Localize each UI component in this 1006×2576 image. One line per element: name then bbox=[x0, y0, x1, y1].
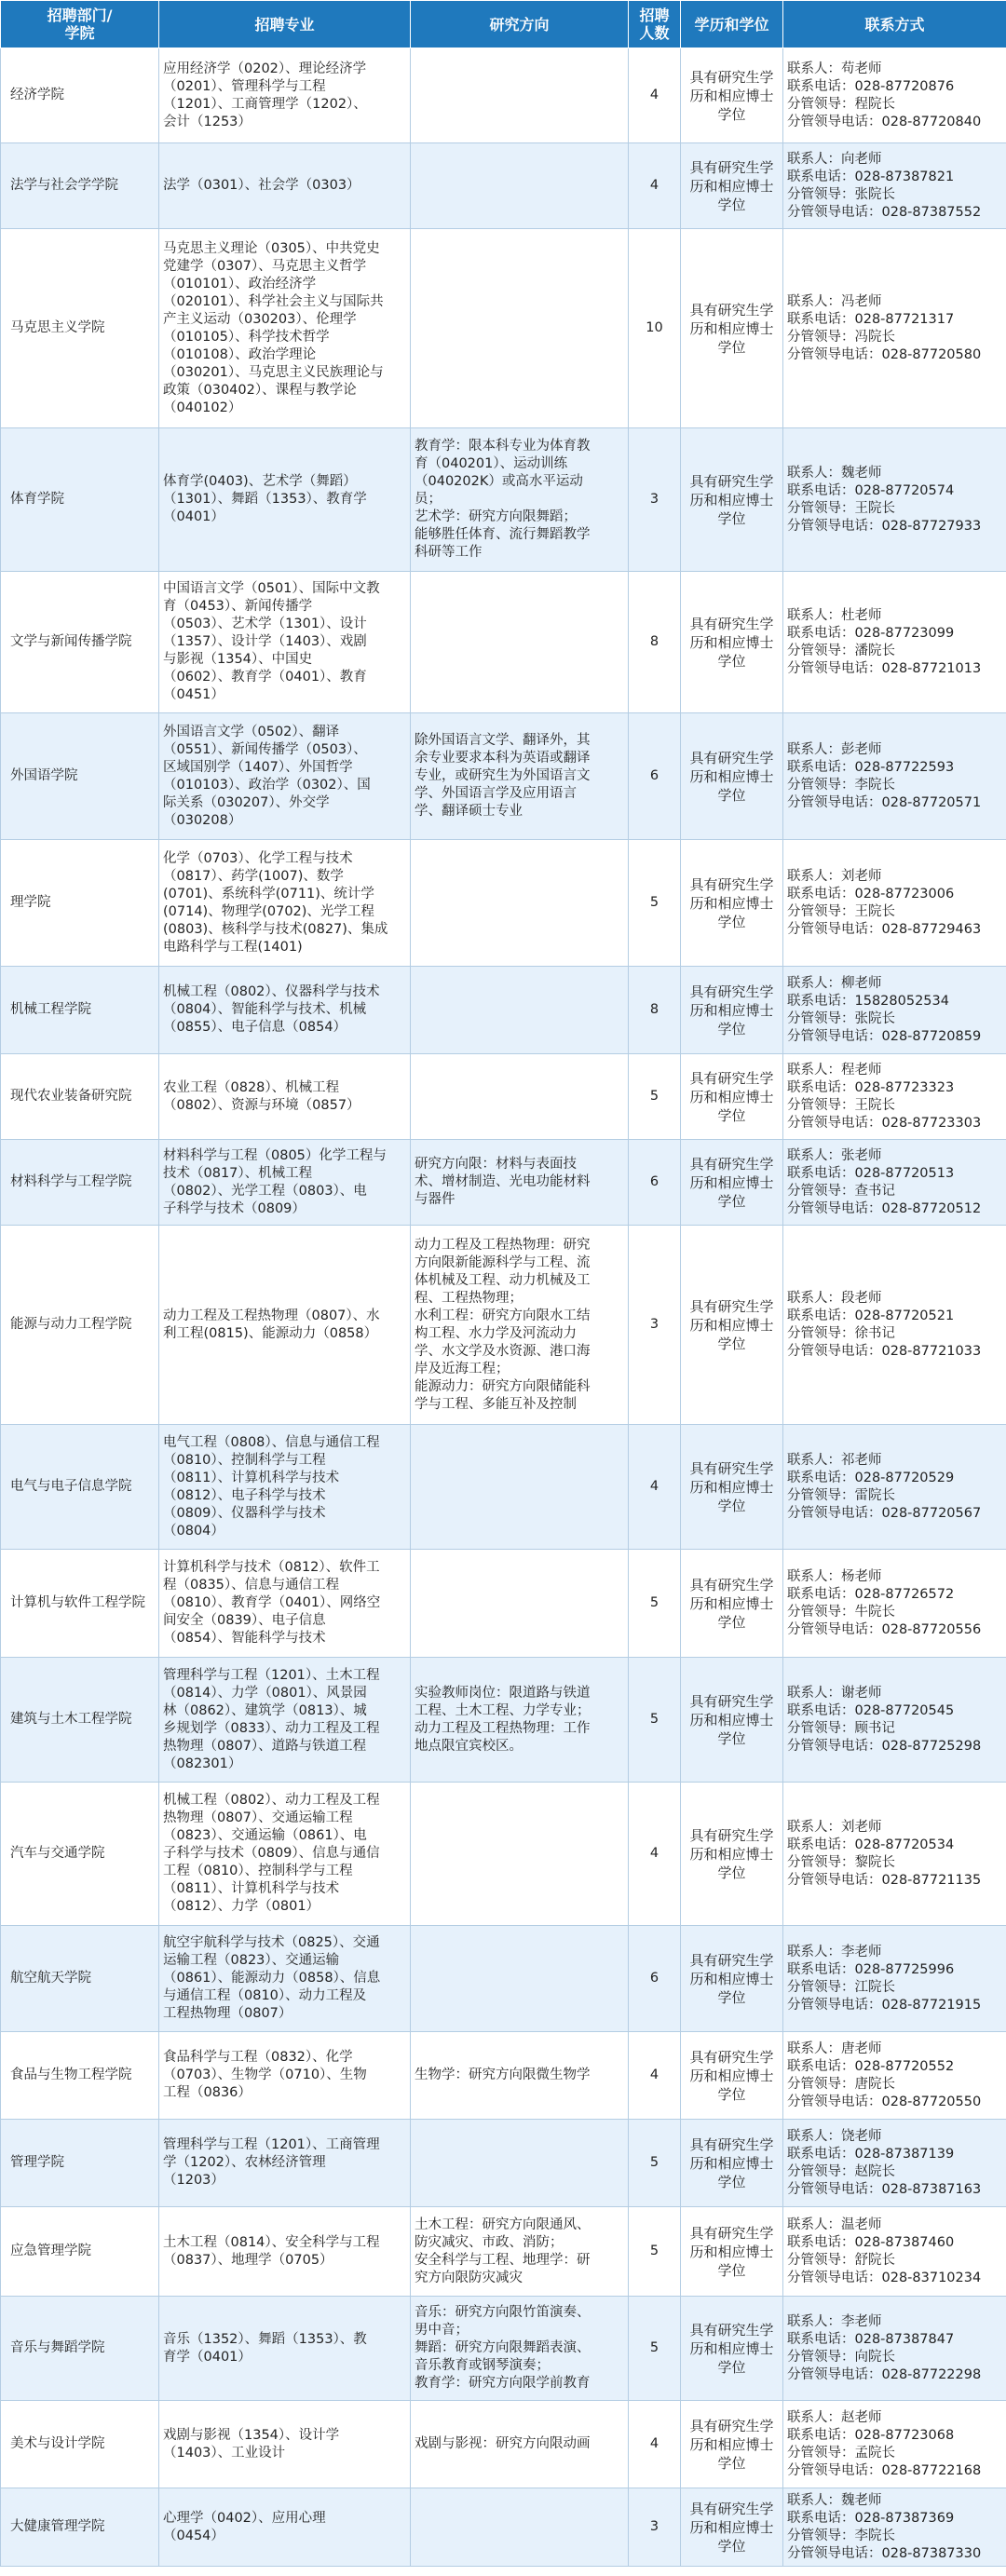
table-row bbox=[1, 840, 1006, 967]
contact-cell: 联系人：杨老师 联系电话：028-87726572 分管领导：牛院长 分管领导电话：028-87720556 bbox=[783, 1550, 1006, 1658]
degree-cell: 具有研究生学 历和相应博士 学位 bbox=[681, 967, 783, 1054]
contact-cell: 联系人：饶老师 联系电话：028-87387139 分管领导：赵院长 分管领导电话：028-87387163 bbox=[783, 2120, 1006, 2207]
degree-cell: 具有研究生学 历和相应博士 学位 bbox=[681, 1550, 783, 1658]
department-cell: 能源与动力工程学院 bbox=[1, 1226, 159, 1425]
research-direction-cell: 教育学：限本科专业为体育教 育（040201）、运动训练 （040202K）或高水平运动 员； 艺术学：研究方向限舞蹈； 能够胜任体育、流行舞蹈教学 科研等工作 bbox=[411, 428, 629, 572]
contact-cell: 联系人：杜老师 联系电话：028-87723099 分管领导：潘院长 分管领导电话：028-87721013 bbox=[783, 572, 1006, 713]
table-row bbox=[1, 2401, 1006, 2488]
department-cell: 理学院 bbox=[1, 840, 159, 967]
majors-cell: 航空宇航科学与技术（0825）、交通 运输工程（0823）、交通运输 （0861）、能源动力（0858）、信息 与通信工程（0810）、动力工程及 工程热物理（0807） bbox=[159, 1926, 411, 2032]
contact-cell: 联系人：彭老师 联系电话：028-87722593 分管领导：李院长 分管领导电话：028-87720571 bbox=[783, 713, 1006, 840]
headcount-cell: 3 bbox=[629, 2488, 681, 2567]
degree-cell: 具有研究生学 历和相应博士 学位 bbox=[681, 2120, 783, 2207]
contact-cell: 联系人：唐老师 联系电话：028-87720552 分管领导：唐院长 分管领导电话：028-87720550 bbox=[783, 2032, 1006, 2120]
department-cell: 法学与社会学学院 bbox=[1, 143, 159, 229]
table-row bbox=[1, 967, 1006, 1054]
degree-cell: 具有研究生学 历和相应博士 学位 bbox=[681, 2401, 783, 2488]
headcount-cell: 4 bbox=[629, 2032, 681, 2120]
table-row bbox=[1, 2207, 1006, 2297]
research-direction-cell bbox=[411, 840, 629, 967]
headcount-cell: 10 bbox=[629, 229, 681, 428]
majors-cell: 音乐（1352）、舞蹈（1353）、教 育学（0401） bbox=[159, 2297, 411, 2401]
department-cell: 现代农业装备研究院 bbox=[1, 1054, 159, 1140]
degree-cell: 具有研究生学 历和相应博士 学位 bbox=[681, 840, 783, 967]
majors-cell: 机械工程（0802）、仪器科学与技术 （0804）、智能科学与技术、机械 （0855）、电子信息（0854） bbox=[159, 967, 411, 1054]
table-row bbox=[1, 2120, 1006, 2207]
research-direction-cell: 实验教师岗位：限道路与铁道 工程、土木工程、力学专业； 动力工程及工程热物理：工作 地点限宜宾校区。 bbox=[411, 1658, 629, 1783]
research-direction-cell bbox=[411, 572, 629, 713]
table-row bbox=[1, 713, 1006, 840]
contact-cell: 联系人：冯老师 联系电话：028-87721317 分管领导：冯院长 分管领导电话：028-87720580 bbox=[783, 229, 1006, 428]
research-direction-cell bbox=[411, 1054, 629, 1140]
headcount-cell: 5 bbox=[629, 1550, 681, 1658]
headcount-cell: 6 bbox=[629, 1140, 681, 1226]
department-cell: 应急管理学院 bbox=[1, 2207, 159, 2297]
headcount-cell: 5 bbox=[629, 1054, 681, 1140]
majors-cell: 计算机科学与技术（0812）、软件工 程（0835）、信息与通信工程 （0810）、教育学（0401）、网络空 间安全（0839）、电子信息 （0854）、智能科学与技术 bbox=[159, 1550, 411, 1658]
majors-cell: 管理科学与工程（1201）、工商管理 学（1202）、农林经济管理 （1203） bbox=[159, 2120, 411, 2207]
degree-cell: 具有研究生学 历和相应博士 学位 bbox=[681, 1658, 783, 1783]
majors-cell: 机械工程（0802）、动力工程及工程 热物理（0807）、交通运输工程 （0823）、交通运输（0861）、电 子科学与技术（0809）、信息与通信 工程（0810）、控制科学与工程 （0811）、计算机科学与技术 （0812）、力学（0801） bbox=[159, 1783, 411, 1926]
department-cell: 建筑与土木工程学院 bbox=[1, 1658, 159, 1783]
department-cell: 体育学院 bbox=[1, 428, 159, 572]
degree-cell: 具有研究生学 历和相应博士 学位 bbox=[681, 1926, 783, 2032]
contact-cell: 联系人：赵老师 联系电话：028-87723068 分管领导：孟院长 分管领导电话：028-87722168 bbox=[783, 2401, 1006, 2488]
research-direction-cell bbox=[411, 1926, 629, 2032]
research-direction-cell bbox=[411, 143, 629, 229]
table-header-row bbox=[1, 1, 1006, 48]
table-row bbox=[1, 1054, 1006, 1140]
headcount-cell: 5 bbox=[629, 1658, 681, 1783]
research-direction-cell bbox=[411, 967, 629, 1054]
majors-cell: 农业工程（0828）、机械工程 （0802）、资源与环境（0857） bbox=[159, 1054, 411, 1140]
majors-cell: 食品科学与工程（0832）、化学 （0703）、生物学（0710）、生物 工程（0836） bbox=[159, 2032, 411, 2120]
degree-cell: 具有研究生学 历和相应博士 学位 bbox=[681, 1783, 783, 1926]
research-direction-cell bbox=[411, 1550, 629, 1658]
table-row bbox=[1, 2297, 1006, 2401]
table-row bbox=[1, 1783, 1006, 1926]
majors-cell: 材料科学与工程（0805）化学工程与 技术（0817）、机械工程 （0802）、光学工程（0803）、电 子科学与技术（0809） bbox=[159, 1140, 411, 1226]
header-department: 招聘部门/ 学院 bbox=[1, 1, 159, 48]
contact-cell: 联系人：刘老师 联系电话：028-87720534 分管领导：黎院长 分管领导电话：028-87721135 bbox=[783, 1783, 1006, 1926]
table-row bbox=[1, 2488, 1006, 2567]
headcount-cell: 4 bbox=[629, 2401, 681, 2488]
research-direction-cell: 戏剧与影视：研究方向限动画 bbox=[411, 2401, 629, 2488]
department-cell: 美术与设计学院 bbox=[1, 2401, 159, 2488]
headcount-cell: 3 bbox=[629, 1226, 681, 1425]
degree-cell: 具有研究生学 历和相应博士 学位 bbox=[681, 2207, 783, 2297]
department-cell: 马克思主义学院 bbox=[1, 229, 159, 428]
department-cell: 汽车与交通学院 bbox=[1, 1783, 159, 1926]
contact-cell: 联系人：祁老师 联系电话：028-87720529 分管领导：雷院长 分管领导电话：028-87720567 bbox=[783, 1425, 1006, 1550]
degree-cell: 具有研究生学 历和相应博士 学位 bbox=[681, 1226, 783, 1425]
majors-cell: 动力工程及工程热物理（0807）、水 利工程(0815)、能源动力（0858） bbox=[159, 1226, 411, 1425]
department-cell: 外国语学院 bbox=[1, 713, 159, 840]
majors-cell: 马克思主义理论（0305）、中共党史 党建学（0307）、马克思主义哲学 （010101）、政治经济学 （020101）、科学社会主义与国际共 产主义运动（030203）、伦理学 （010105）、科学技术哲学 （010108）、政治学理论 （030201）、马克思主义民族理论与 政策（030402）、课程与教学论 （040102） bbox=[159, 229, 411, 428]
department-cell: 电气与电子信息学院 bbox=[1, 1425, 159, 1550]
research-direction-cell bbox=[411, 48, 629, 143]
table-row bbox=[1, 572, 1006, 713]
department-cell: 大健康管理学院 bbox=[1, 2488, 159, 2567]
research-direction-cell: 土木工程：研究方向限通风、 防灾减灾、市政、消防； 安全科学与工程、地理学：研 究方向限防灾减灾 bbox=[411, 2207, 629, 2297]
headcount-cell: 5 bbox=[629, 840, 681, 967]
majors-cell: 应用经济学（0202）、理论经济学 （0201）、管理科学与工程 （1201）、工商管理学（1202）、 会计（1253） bbox=[159, 48, 411, 143]
headcount-cell: 8 bbox=[629, 967, 681, 1054]
contact-cell: 联系人：温老师 联系电话：028-87387460 分管领导：舒院长 分管领导电话：028-83710234 bbox=[783, 2207, 1006, 2297]
headcount-cell: 4 bbox=[629, 1425, 681, 1550]
contact-cell: 联系人：谢老师 联系电话：028-87720545 分管领导：顾书记 分管领导电话：028-87725298 bbox=[783, 1658, 1006, 1783]
contact-cell: 联系人：魏老师 联系电话：028-87387369 分管领导：李院长 分管领导电话：028-87387330 bbox=[783, 2488, 1006, 2567]
research-direction-cell: 音乐：研究方向限竹笛演奏、 男中音； 舞蹈：研究方向限舞蹈表演、 音乐教育或钢琴演奏； 教育学：研究方向限学前教育 bbox=[411, 2297, 629, 2401]
headcount-cell: 6 bbox=[629, 1926, 681, 2032]
headcount-cell: 5 bbox=[629, 2297, 681, 2401]
table-row bbox=[1, 48, 1006, 143]
headcount-cell: 8 bbox=[629, 572, 681, 713]
degree-cell: 具有研究生学 历和相应博士 学位 bbox=[681, 1054, 783, 1140]
research-direction-cell: 动力工程及工程热物理：研究 方向限新能源科学与工程、流 体机械及工程、动力机械及工 程、工程热物理； 水利工程：研究方向限水工结 构工程、水力学及河流动力 学、水文学及水资源、港口海 岸及近海工程； 能源动力：研究方向限储能科 学与工程、多能互补及控制 bbox=[411, 1226, 629, 1425]
headcount-cell: 3 bbox=[629, 428, 681, 572]
majors-cell: 电气工程（0808）、信息与通信工程 （0810）、控制科学与工程 （0811）、计算机科学与技术 （0812）、电子科学与技术 （0809）、仪器科学与技术 （0804） bbox=[159, 1425, 411, 1550]
majors-cell: 法学（0301）、社会学（0303） bbox=[159, 143, 411, 229]
contact-cell: 联系人：柳老师 联系电话：15828052534 分管领导：张院长 分管领导电话：028-87720859 bbox=[783, 967, 1006, 1054]
contact-cell: 联系人：刘老师 联系电话：028-87723006 分管领导：王院长 分管领导电话：028-87729463 bbox=[783, 840, 1006, 967]
contact-cell: 联系人：程老师 联系电话：028-87723323 分管领导：王院长 分管领导电话：028-87723303 bbox=[783, 1054, 1006, 1140]
header-research-direction: 研究方向 bbox=[411, 1, 629, 48]
department-cell: 机械工程学院 bbox=[1, 967, 159, 1054]
research-direction-cell bbox=[411, 229, 629, 428]
header-majors: 招聘专业 bbox=[159, 1, 411, 48]
table-row bbox=[1, 1140, 1006, 1226]
research-direction-cell bbox=[411, 2488, 629, 2567]
research-direction-cell: 研究方向限：材料与表面技 术、增材制造、光电功能材料 与器件 bbox=[411, 1140, 629, 1226]
contact-cell: 联系人：苟老师 联系电话：028-87720876 分管领导：程院长 分管领导电话：028-87720840 bbox=[783, 48, 1006, 143]
majors-cell: 化学（0703）、化学工程与技术 （0817）、药学(1007)、数学 (0701)、系统科学(0711)、统计学 (0714)、物理学(0702)、光学工程 (0803)、核科学与技术(0827)、集成 电路科学与工程(1401) bbox=[159, 840, 411, 967]
table-row bbox=[1, 428, 1006, 572]
headcount-cell: 4 bbox=[629, 143, 681, 229]
table-row bbox=[1, 2032, 1006, 2120]
department-cell: 航空航天学院 bbox=[1, 1926, 159, 2032]
table-row bbox=[1, 143, 1006, 229]
research-direction-cell bbox=[411, 1425, 629, 1550]
majors-cell: 心理学（0402）、应用心理 （0454） bbox=[159, 2488, 411, 2567]
majors-cell: 管理科学与工程（1201）、土木工程 （0814）、力学（0801）、风景园 林（0862）、建筑学（0813）、城 乡规划学（0833）、动力工程及工程 热物理（0807）、道路与铁道工程 （082301） bbox=[159, 1658, 411, 1783]
degree-cell: 具有研究生学 历和相应博士 学位 bbox=[681, 48, 783, 143]
research-direction-cell bbox=[411, 1783, 629, 1926]
research-direction-cell bbox=[411, 2120, 629, 2207]
contact-cell: 联系人：向老师 联系电话：028-87387821 分管领导：张院长 分管领导电话：028-87387552 bbox=[783, 143, 1006, 229]
contact-cell: 联系人：李老师 联系电话：028-87387847 分管领导：向院长 分管领导电话：028-87722298 bbox=[783, 2297, 1006, 2401]
department-cell: 经济学院 bbox=[1, 48, 159, 143]
degree-cell: 具有研究生学 历和相应博士 学位 bbox=[681, 428, 783, 572]
degree-cell: 具有研究生学 历和相应博士 学位 bbox=[681, 1425, 783, 1550]
department-cell: 文学与新闻传播学院 bbox=[1, 572, 159, 713]
header-contact: 联系方式 bbox=[783, 1, 1006, 48]
majors-cell: 土木工程（0814）、安全科学与工程 （0837）、地理学（0705） bbox=[159, 2207, 411, 2297]
degree-cell: 具有研究生学 历和相应博士 学位 bbox=[681, 2032, 783, 2120]
contact-cell: 联系人：段老师 联系电话：028-87720521 分管领导：徐书记 分管领导电话：028-87721033 bbox=[783, 1226, 1006, 1425]
table-row bbox=[1, 1658, 1006, 1783]
majors-cell: 戏剧与影视（1354）、设计学 （1403）、工业设计 bbox=[159, 2401, 411, 2488]
contact-cell: 联系人：魏老师 联系电话：028-87720574 分管领导：王院长 分管领导电话：028-87727933 bbox=[783, 428, 1006, 572]
research-direction-cell: 除外国语言文学、翻译外，其 余专业要求本科为英语或翻译 专业，或研究生为外国语言文 学、外国语言学及应用语言 学、翻译硕士专业 bbox=[411, 713, 629, 840]
degree-cell: 具有研究生学 历和相应博士 学位 bbox=[681, 572, 783, 713]
contact-cell: 联系人：李老师 联系电话：028-87725996 分管领导：江院长 分管领导电话：028-87721915 bbox=[783, 1926, 1006, 2032]
table-row bbox=[1, 1926, 1006, 2032]
degree-cell: 具有研究生学 历和相应博士 学位 bbox=[681, 2488, 783, 2567]
degree-cell: 具有研究生学 历和相应博士 学位 bbox=[681, 229, 783, 428]
department-cell: 食品与生物工程学院 bbox=[1, 2032, 159, 2120]
table-row bbox=[1, 1226, 1006, 1425]
degree-cell: 具有研究生学 历和相应博士 学位 bbox=[681, 1140, 783, 1226]
degree-cell: 具有研究生学 历和相应博士 学位 bbox=[681, 143, 783, 229]
table-row bbox=[1, 229, 1006, 428]
majors-cell: 外国语言文学（0502）、翻译 （0551）、新闻传播学（0503）、 区域国别学（1407）、外国哲学 （010103）、政治学（0302）、国 际关系（030207）、外交学 （030208） bbox=[159, 713, 411, 840]
department-cell: 音乐与舞蹈学院 bbox=[1, 2297, 159, 2401]
department-cell: 管理学院 bbox=[1, 2120, 159, 2207]
degree-cell: 具有研究生学 历和相应博士 学位 bbox=[681, 713, 783, 840]
header-headcount: 招聘 人数 bbox=[629, 1, 681, 48]
header-degree: 学历和学位 bbox=[681, 1, 783, 48]
contact-cell: 联系人：张老师 联系电话：028-87720513 分管领导：查书记 分管领导电话：028-87720512 bbox=[783, 1140, 1006, 1226]
headcount-cell: 4 bbox=[629, 1783, 681, 1926]
department-cell: 计算机与软件工程学院 bbox=[1, 1550, 159, 1658]
department-cell: 材料科学与工程学院 bbox=[1, 1140, 159, 1226]
majors-cell: 中国语言文学（0501）、国际中文教 育（0453）、新闻传播学 （0503）、艺术学（1301）、设计 （1357）、设计学（1403）、戏剧 与影视（1354）、中国史 （0602）、教育学（0401）、教育 （0451） bbox=[159, 572, 411, 713]
headcount-cell: 5 bbox=[629, 2120, 681, 2207]
majors-cell: 体育学(0403)、艺术学（舞蹈） （1301）、舞蹈（1353）、教育学 （0401） bbox=[159, 428, 411, 572]
headcount-cell: 5 bbox=[629, 2207, 681, 2297]
table-row bbox=[1, 1550, 1006, 1658]
table-row bbox=[1, 1425, 1006, 1550]
degree-cell: 具有研究生学 历和相应博士 学位 bbox=[681, 2297, 783, 2401]
headcount-cell: 4 bbox=[629, 48, 681, 143]
headcount-cell: 6 bbox=[629, 713, 681, 840]
research-direction-cell: 生物学：研究方向限微生物学 bbox=[411, 2032, 629, 2120]
